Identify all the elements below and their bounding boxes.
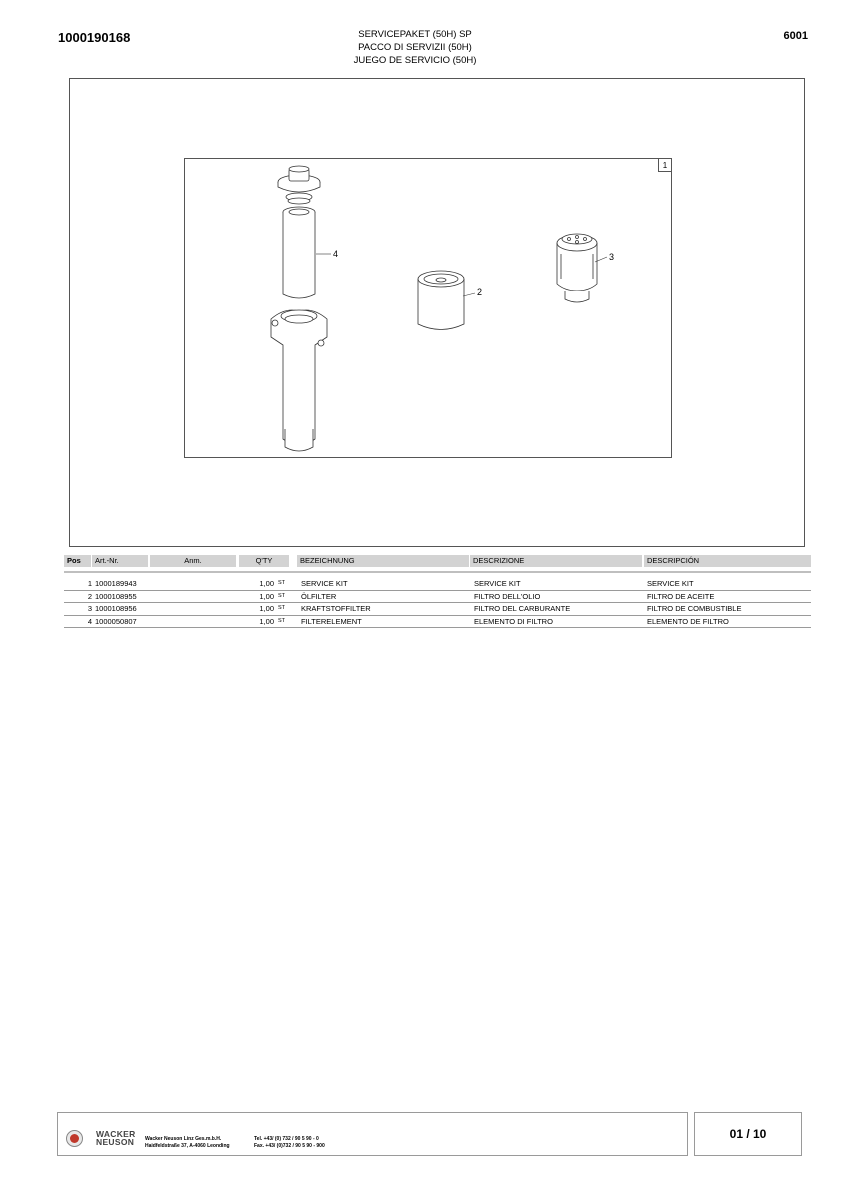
brand-line-2: NEUSON bbox=[96, 1137, 135, 1147]
header-pos: Pos bbox=[64, 555, 91, 567]
cell-art-nr: 1000108956 bbox=[95, 604, 137, 613]
telephone: Tel. +43/ (0) 732 / 90 5 90 - 0 bbox=[254, 1136, 319, 1142]
header-descrizione: DESCRIZIONE bbox=[470, 555, 642, 567]
parts-table-body bbox=[64, 578, 811, 628]
cell-art-nr: 1000050807 bbox=[95, 616, 137, 626]
title-german: SERVICEPAKET (50H) SP bbox=[358, 29, 472, 40]
page-number: 01 / 10 bbox=[694, 1112, 802, 1156]
callout-2: 2 bbox=[477, 287, 483, 297]
cell-descrizione: FILTRO DEL CARBURANTE bbox=[474, 604, 571, 613]
title-block bbox=[260, 28, 570, 67]
cell-unit: ST bbox=[278, 592, 286, 599]
wacker-neuson-logo-icon bbox=[66, 1130, 83, 1147]
cell-pos: 3 bbox=[87, 604, 92, 613]
cell-unit: ST bbox=[278, 580, 286, 586]
illustration-number: 1 bbox=[658, 158, 672, 172]
table-row bbox=[64, 591, 811, 604]
exploded-view-drawing bbox=[185, 159, 673, 459]
cell-descrizione: SERVICE KIT bbox=[474, 579, 521, 588]
table-row bbox=[64, 616, 811, 629]
cell-pos: 4 bbox=[87, 616, 92, 626]
cell-descripcion: SERVICE KIT bbox=[647, 579, 694, 588]
title-italian: PACCO DI SERVIZII (50H) bbox=[358, 42, 472, 53]
company-contact bbox=[254, 1136, 325, 1150]
cell-qty: 1,00 bbox=[259, 604, 274, 613]
cell-qty: 1,00 bbox=[259, 616, 274, 626]
header-art-nr: Art.-Nr. bbox=[92, 555, 148, 567]
cell-descripcion: FILTRO DE COMBUSTIBLE bbox=[647, 604, 742, 613]
cell-art-nr: 1000108955 bbox=[95, 591, 137, 601]
cell-qty: 1,00 bbox=[259, 579, 274, 588]
company-address bbox=[145, 1136, 230, 1150]
cell-qty: 1,00 bbox=[259, 591, 274, 601]
brand-name bbox=[96, 1130, 136, 1146]
header-anm: Anm. bbox=[150, 555, 236, 567]
header-descripcion: DESCRIPCIÓN bbox=[644, 555, 811, 567]
company-street: Haidfeldstraße 37, A-4060 Leonding bbox=[145, 1143, 230, 1149]
cell-bezeichnung: ÖLFILTER bbox=[301, 591, 337, 601]
callout-3: 3 bbox=[609, 252, 615, 262]
cell-unit: ST bbox=[278, 605, 286, 611]
header-divider bbox=[64, 571, 811, 573]
table-row bbox=[64, 578, 811, 591]
cell-descripcion: ELEMENTO DE FILTRO bbox=[647, 616, 729, 626]
filter-element-drawing bbox=[271, 166, 327, 451]
cell-pos: 2 bbox=[87, 591, 92, 601]
header-bezeichnung: BEZEICHNUNG bbox=[297, 555, 469, 567]
title-spanish: JUEGO DE SERVICIO (50H) bbox=[353, 55, 477, 66]
cell-art-nr: 1000189943 bbox=[95, 579, 137, 588]
header-qty: Q'TY bbox=[239, 555, 289, 567]
footer-company-box bbox=[57, 1112, 688, 1156]
oil-filter-drawing bbox=[418, 271, 464, 330]
cell-bezeichnung: KRAFTSTOFFILTER bbox=[301, 604, 371, 613]
brand-line-1: WACKER bbox=[96, 1129, 136, 1139]
callout-4: 4 bbox=[333, 249, 339, 259]
cell-descrizione: ELEMENTO DI FILTRO bbox=[474, 616, 553, 626]
company-name: Wacker Neuson Linz Ges.m.b.H. bbox=[145, 1136, 222, 1142]
cell-bezeichnung: FILTERELEMENT bbox=[301, 616, 362, 626]
parts-illustration bbox=[184, 158, 672, 458]
document-number: 1000190168 bbox=[58, 30, 131, 45]
table-row bbox=[64, 603, 811, 616]
parts-table-header bbox=[64, 555, 811, 567]
cell-descripcion: FILTRO DE ACEITE bbox=[647, 591, 715, 601]
cell-bezeichnung: SERVICE KIT bbox=[301, 579, 348, 588]
cell-pos: 1 bbox=[87, 579, 92, 588]
page-code: 6001 bbox=[783, 30, 808, 42]
cell-descrizione: FILTRO DELL'OLIO bbox=[474, 591, 541, 601]
fuel-filter-drawing bbox=[557, 234, 597, 302]
cell-unit: ST bbox=[278, 617, 286, 624]
fax: Fax. +43/ (0)732 / 90 5 90 - 900 bbox=[254, 1143, 325, 1149]
